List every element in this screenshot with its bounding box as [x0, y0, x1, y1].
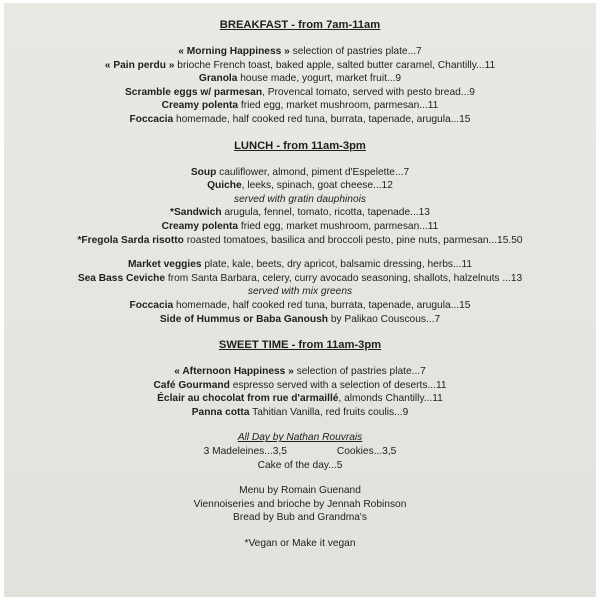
menu-item: [4, 379, 596, 393]
menu-item: [4, 272, 596, 286]
menu-item: [4, 113, 596, 127]
item-desc: plate, kale, beets, dry apricot, balsamic dressing, herbs...11: [201, 259, 473, 271]
cookies-item: Cookies...3,5: [336, 446, 397, 458]
menu-item: [4, 365, 596, 379]
credit-bread: Bread by Bub and Grandma's: [233, 512, 367, 524]
item-desc: Tahitian Vanilla, red fruits coulis...9: [249, 406, 409, 418]
menu-item: [4, 86, 596, 100]
item-desc: , Provencal tomato, served with pesto bread...9: [262, 86, 475, 98]
item-desc: fried egg, market mushroom, parmesan...11: [238, 220, 439, 232]
menu-note: [4, 193, 596, 207]
menu-item: [4, 72, 596, 86]
credit-menu: Menu by Romain Guenand: [239, 485, 361, 497]
item-name: Éclair au chocolat from rue d'armaillé: [157, 393, 339, 405]
item-name: Panna cotta: [191, 406, 250, 418]
item-name: Foccacia: [129, 299, 174, 311]
allday-row: [4, 445, 596, 459]
madeleines-item: 3 Madeleines...3,5: [203, 446, 287, 458]
menu-item: [4, 206, 596, 220]
item-desc: selection of pastries plate...7: [289, 46, 422, 57]
item-desc: from Santa Barbara, celery, curry avocado seasoning, shallots, halzelnuts ...13: [165, 272, 523, 284]
cake-item: Cake of the day...5: [257, 459, 343, 471]
item-name: Market veggies: [127, 259, 202, 271]
item-name: Creamy polenta: [161, 100, 239, 112]
note-text: served with mix greens: [247, 286, 353, 298]
item-desc: , almonds Chantilly...11: [338, 393, 443, 405]
item-name: Granola: [198, 73, 238, 85]
footnote: *Vegan or Make it vegan: [244, 538, 356, 550]
item-name: *Sandwich: [170, 207, 222, 219]
item-desc: fried egg, market mushroom, parmesan...11: [238, 100, 439, 112]
breakfast-title: BREAKFAST - from 7am-11am: [219, 19, 381, 31]
credit-viennoiseries: Viennoiseries and brioche by Jennah Robinson: [193, 498, 407, 510]
item-desc: selection of pastries plate...7: [293, 366, 426, 378]
item-name: « Pain perdu »: [104, 59, 175, 71]
allday-title-text: All Day by Nathan Rouvrais: [237, 432, 363, 444]
allday-columns: [204, 445, 397, 459]
menu-item: [4, 220, 596, 234]
item-name: Soup: [190, 166, 217, 178]
item-desc: homemade, half cooked red tuna, burrata, tapenade, arugula...15: [173, 299, 471, 311]
menu-item: [4, 45, 596, 59]
menu-item: [4, 299, 596, 313]
item-desc: arugula, fennel, tomato, ricotta, tapenade...13: [221, 207, 430, 219]
allday-title: [4, 431, 596, 445]
item-name: Café Gourmand: [153, 379, 230, 391]
menu-item: [4, 59, 596, 73]
menu-item: [4, 258, 596, 272]
menu-item: [4, 234, 596, 248]
item-name: « Morning Happiness »: [178, 46, 290, 57]
menu-item: [4, 313, 596, 327]
item-desc: by Palikao Couscous...7: [328, 313, 441, 325]
menu-item: [4, 406, 596, 420]
item-desc: homemade, half cooked red tuna, burrata, tapenade, arugula...15: [173, 113, 471, 125]
item-name: Sea Bass Ceviche: [77, 272, 166, 284]
lunch-title: LUNCH - from 11am-3pm: [234, 139, 366, 152]
menu-item: [4, 179, 596, 193]
item-name: « Afternoon Happiness »: [174, 366, 294, 378]
item-name: Side of Hummus or Baba Ganoush: [159, 313, 328, 325]
item-desc: espresso served with a selection of deserts...11: [229, 379, 447, 391]
item-desc: , leeks, spinach, goat cheese...12: [241, 180, 393, 192]
menu-paper: [4, 3, 596, 597]
item-desc: brioche French toast, baked apple, salted butter caramel, Chantilly...11: [174, 59, 496, 71]
menu-item: [4, 166, 596, 180]
sweet-title: SWEET TIME - from 11am-3pm: [218, 339, 382, 352]
item-name: Quiche: [207, 180, 242, 192]
menu-note: [4, 285, 596, 299]
item-name: Creamy polenta: [161, 220, 239, 232]
item-desc: roasted tomatoes, basilica and broccoli pesto, pine nuts, parmesan...15.50: [183, 234, 523, 246]
menu-item: [4, 392, 596, 406]
item-name: *Fregola Sarda risotto: [77, 234, 184, 246]
item-desc: cauliflower, almond, piment d'Espelette...7: [216, 166, 410, 178]
note-text: served with gratin dauphinois: [234, 193, 366, 205]
item-name: Foccacia: [129, 113, 174, 125]
item-desc: house made, yogurt, market fruit...9: [237, 73, 402, 85]
menu-item: [4, 99, 596, 113]
item-name: Scramble eggs w/ parmesan: [125, 86, 263, 98]
menu-content: [4, 18, 596, 551]
